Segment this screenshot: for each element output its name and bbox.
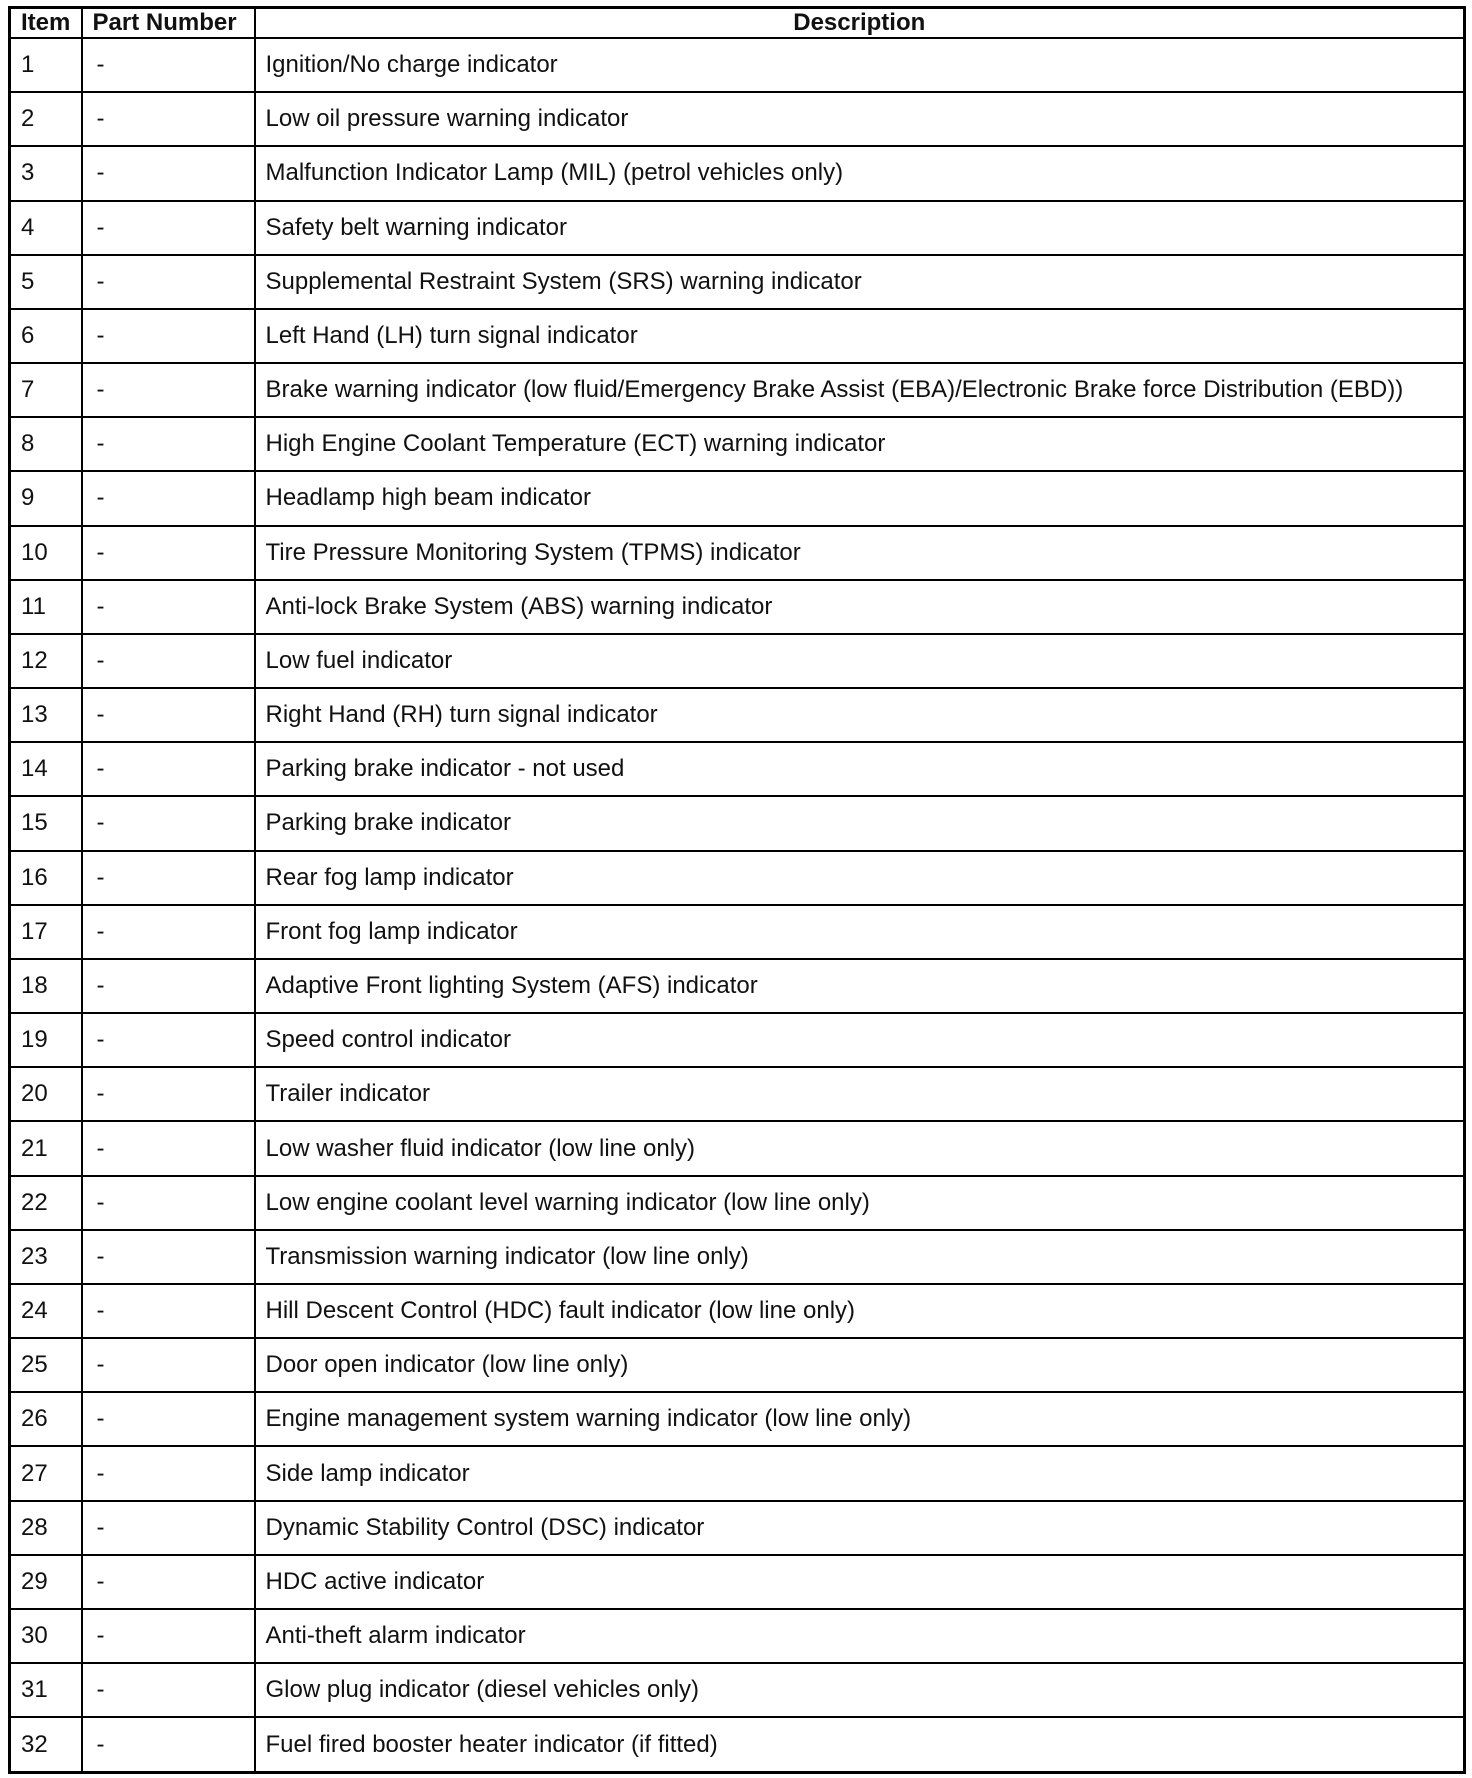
part-number-cell: - [82, 1338, 255, 1392]
part-number-cell: - [82, 1663, 255, 1717]
table-row [10, 471, 1465, 525]
parts-table-container [8, 6, 1466, 1774]
table-header-row [10, 8, 1465, 39]
part-number-cell: - [82, 1013, 255, 1067]
part-number-cell: - [82, 526, 255, 580]
part-number-cell: - [82, 851, 255, 905]
description-cell: Engine management system warning indicator (low line only) [255, 1392, 1465, 1446]
table-row [10, 1013, 1465, 1067]
description-cell: HDC active indicator [255, 1555, 1465, 1609]
item-cell: 20 [10, 1067, 82, 1121]
description-cell: Tire Pressure Monitoring System (TPMS) indicator [255, 526, 1465, 580]
item-cell: 17 [10, 905, 82, 959]
item-cell: 27 [10, 1446, 82, 1500]
table-body [10, 38, 1465, 1773]
table-row [10, 38, 1465, 92]
part-number-cell: - [82, 1121, 255, 1175]
part-number-cell: - [82, 905, 255, 959]
item-cell: 29 [10, 1555, 82, 1609]
item-cell: 32 [10, 1717, 82, 1772]
table-row [10, 92, 1465, 146]
item-cell: 1 [10, 38, 82, 92]
description-cell: Side lamp indicator [255, 1446, 1465, 1500]
part-number-cell: - [82, 471, 255, 525]
table-row [10, 688, 1465, 742]
table-row [10, 580, 1465, 634]
part-number-cell: - [82, 1446, 255, 1500]
table-row [10, 146, 1465, 200]
part-number-cell: - [82, 92, 255, 146]
table-row [10, 1609, 1465, 1663]
table-row [10, 959, 1465, 1013]
item-cell: 21 [10, 1121, 82, 1175]
description-cell: Glow plug indicator (diesel vehicles only) [255, 1663, 1465, 1717]
table-row [10, 1717, 1465, 1772]
item-cell: 6 [10, 309, 82, 363]
part-number-cell: - [82, 634, 255, 688]
part-number-cell: - [82, 959, 255, 1013]
item-cell: 7 [10, 363, 82, 417]
part-number-cell: - [82, 742, 255, 796]
description-cell: Transmission warning indicator (low line only) [255, 1230, 1465, 1284]
item-cell: 9 [10, 471, 82, 525]
description-cell: Trailer indicator [255, 1067, 1465, 1121]
description-cell: Parking brake indicator - not used [255, 742, 1465, 796]
description-cell: Left Hand (LH) turn signal indicator [255, 309, 1465, 363]
description-cell: Headlamp high beam indicator [255, 471, 1465, 525]
table-row [10, 363, 1465, 417]
table-row [10, 1230, 1465, 1284]
description-cell: Ignition/No charge indicator [255, 38, 1465, 92]
item-cell: 4 [10, 201, 82, 255]
description-cell: Front fog lamp indicator [255, 905, 1465, 959]
description-cell: Parking brake indicator [255, 796, 1465, 850]
part-number-cell: - [82, 580, 255, 634]
table-row [10, 1121, 1465, 1175]
item-cell: 22 [10, 1176, 82, 1230]
item-cell: 2 [10, 92, 82, 146]
item-cell: 16 [10, 851, 82, 905]
part-number-cell: - [82, 363, 255, 417]
table-row [10, 796, 1465, 850]
description-cell: Door open indicator (low line only) [255, 1338, 1465, 1392]
item-cell: 14 [10, 742, 82, 796]
table-row [10, 417, 1465, 471]
table-row [10, 634, 1465, 688]
part-number-cell: - [82, 1555, 255, 1609]
item-cell: 26 [10, 1392, 82, 1446]
item-cell: 18 [10, 959, 82, 1013]
table-row [10, 905, 1465, 959]
item-cell: 30 [10, 1609, 82, 1663]
table-row [10, 1392, 1465, 1446]
part-number-cell: - [82, 255, 255, 309]
part-number-cell: - [82, 688, 255, 742]
item-cell: 23 [10, 1230, 82, 1284]
description-cell: Low washer fluid indicator (low line only) [255, 1121, 1465, 1175]
part-number-cell: - [82, 1176, 255, 1230]
part-number-cell: - [82, 1067, 255, 1121]
description-cell: Supplemental Restraint System (SRS) warning indicator [255, 255, 1465, 309]
description-cell: Speed control indicator [255, 1013, 1465, 1067]
description-cell: Fuel fired booster heater indicator (if fitted) [255, 1717, 1465, 1772]
header-description: Description [255, 8, 1465, 39]
description-cell: Hill Descent Control (HDC) fault indicator (low line only) [255, 1284, 1465, 1338]
description-cell: Low oil pressure warning indicator [255, 92, 1465, 146]
item-cell: 15 [10, 796, 82, 850]
description-cell: Safety belt warning indicator [255, 201, 1465, 255]
item-cell: 11 [10, 580, 82, 634]
description-cell: Dynamic Stability Control (DSC) indicator [255, 1501, 1465, 1555]
item-cell: 10 [10, 526, 82, 580]
description-cell: Rear fog lamp indicator [255, 851, 1465, 905]
table-row [10, 1338, 1465, 1392]
description-cell: Malfunction Indicator Lamp (MIL) (petrol vehicles only) [255, 146, 1465, 200]
table-row [10, 526, 1465, 580]
part-number-cell: - [82, 1284, 255, 1338]
table-row [10, 1176, 1465, 1230]
part-number-cell: - [82, 146, 255, 200]
description-cell: Low fuel indicator [255, 634, 1465, 688]
description-cell: Anti-lock Brake System (ABS) warning indicator [255, 580, 1465, 634]
parts-table [8, 6, 1466, 1774]
part-number-cell: - [82, 796, 255, 850]
table-row [10, 851, 1465, 905]
table-row [10, 1555, 1465, 1609]
item-cell: 24 [10, 1284, 82, 1338]
part-number-cell: - [82, 38, 255, 92]
table-row [10, 1663, 1465, 1717]
part-number-cell: - [82, 1609, 255, 1663]
table-row [10, 255, 1465, 309]
item-cell: 5 [10, 255, 82, 309]
description-cell: Right Hand (RH) turn signal indicator [255, 688, 1465, 742]
item-cell: 3 [10, 146, 82, 200]
table-row [10, 201, 1465, 255]
header-item: Item [10, 8, 82, 39]
table-row [10, 1067, 1465, 1121]
table-row [10, 309, 1465, 363]
item-cell: 31 [10, 1663, 82, 1717]
description-cell: Brake warning indicator (low fluid/Emergency Brake Assist (EBA)/Electronic Brake force Distribution (EBD)) [255, 363, 1465, 417]
part-number-cell: - [82, 309, 255, 363]
table-row [10, 1284, 1465, 1338]
item-cell: 8 [10, 417, 82, 471]
part-number-cell: - [82, 417, 255, 471]
table-row [10, 1501, 1465, 1555]
item-cell: 12 [10, 634, 82, 688]
header-part-number: Part Number [82, 8, 255, 39]
description-cell: Low engine coolant level warning indicator (low line only) [255, 1176, 1465, 1230]
part-number-cell: - [82, 1392, 255, 1446]
description-cell: High Engine Coolant Temperature (ECT) warning indicator [255, 417, 1465, 471]
item-cell: 13 [10, 688, 82, 742]
description-cell: Adaptive Front lighting System (AFS) indicator [255, 959, 1465, 1013]
description-cell: Anti-theft alarm indicator [255, 1609, 1465, 1663]
part-number-cell: - [82, 1501, 255, 1555]
item-cell: 25 [10, 1338, 82, 1392]
table-row [10, 1446, 1465, 1500]
part-number-cell: - [82, 1230, 255, 1284]
item-cell: 28 [10, 1501, 82, 1555]
item-cell: 19 [10, 1013, 82, 1067]
part-number-cell: - [82, 201, 255, 255]
part-number-cell: - [82, 1717, 255, 1772]
table-row [10, 742, 1465, 796]
